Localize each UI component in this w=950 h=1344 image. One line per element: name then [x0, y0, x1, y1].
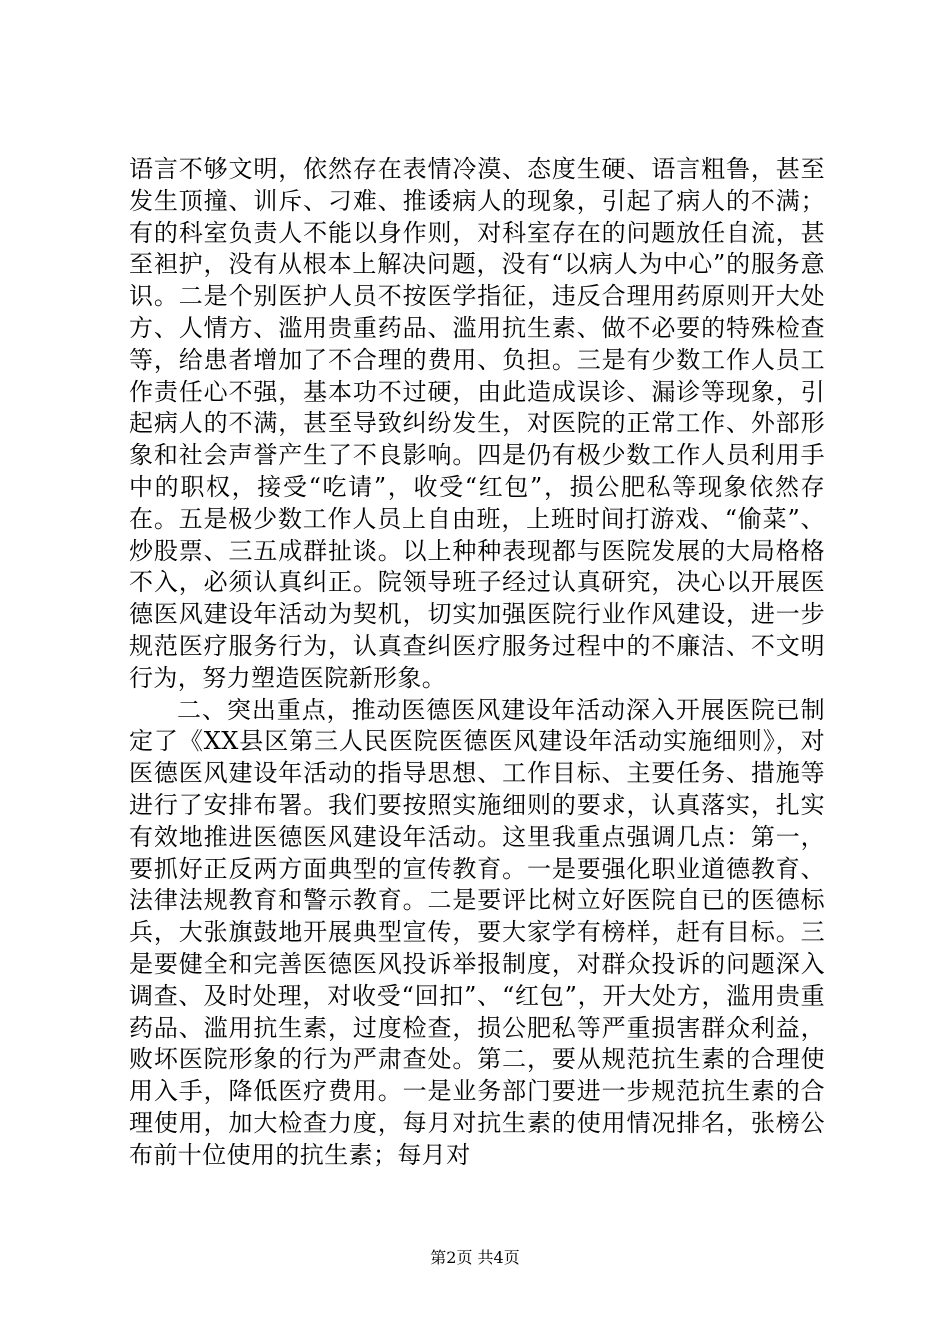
body-text	[129, 154, 825, 1172]
page-number-footer: 第2页 共4页	[430, 1248, 520, 1267]
paragraph-1: 语言不够文明，依然存在表情冷漠、态度生硬、语言粗鲁，甚至发生顶撞、训斥、刁难、推诿病人的现象，引起了病人的不满；有的科室负责人不能以身作则，对科室存在的问题放任自流，甚至袒护，没有从根本上解决问题，没有“以病人为中心”的服务意识。二是个别医护人员不按医学指征，违反合理用药原则开大处方、人情方、滥用贵重药品、滥用抗生素、做不必要的特殊检查等，给患者增加了不合理的费用、负担。三是有少数工作人员工作责任心不强，基本功不过硬，由此造成误诊、漏诊等现象，引起病人的不满，甚至导致纠纷发生，对医院的正常工作、外部形象和社会声誉产生了不良影响。四是仍有极少数工作人员利用手中的职权，接受“吃请”，收受“红包”，损公肥私等现象依然存在。五是极少数工作人员上自由班，上班时间打游戏、“偷菜”、炒股票、三五成群扯谈。以上种种表现都与医院发展的大局格格不入，必须认真纠正。院领导班子经过认真研究，决心以开展医德医风建设年活动为契机，切实加强医院行业作风建设，进一步规范医疗服务行为，认真查纠医疗服务过程中的不廉洁、不文明行为，努力塑造医院新形象。	[129, 155, 825, 692]
paragraph-2: 二、突出重点，推动医德医风建设年活动深入开展医院已制定了《XX县区第三人民医院医德医风建设年活动实施细则》，对医德医风建设年活动的指导思想、工作目标、主要任务、措施等进行了安排布署。我们要按照实施细则的要求，认真落实，扎实有效地推进医德医风建设年活动。这里我重点强调几点：第一，要抓好正反两方面典型的宣传教育。一是要强化职业道德教育、法律法规教育和警示教育。二是要评比树立好医院自已的医德标兵，大张旗鼓地开展典型宣传，要大家学有榜样，赶有目标。三是要健全和完善医德医风投诉举报制度，对群众投诉的问题深入调查、及时处理，对收受“回扣”、“红包”，开大处方，滥用贵重药品、滥用抗生素，过度检查，损公肥私等严重损害群众利益，败坏医院形象的行为严肃查处。第二，要从规范抗生素的合理使用入手，降低医疗费用。一是业务部门要进一步规范抗生素的合理使用，加大检查力度，每月对抗生素的使用情况排名，张榜公布前十位使用的抗生素；每月对	[129, 695, 825, 1169]
